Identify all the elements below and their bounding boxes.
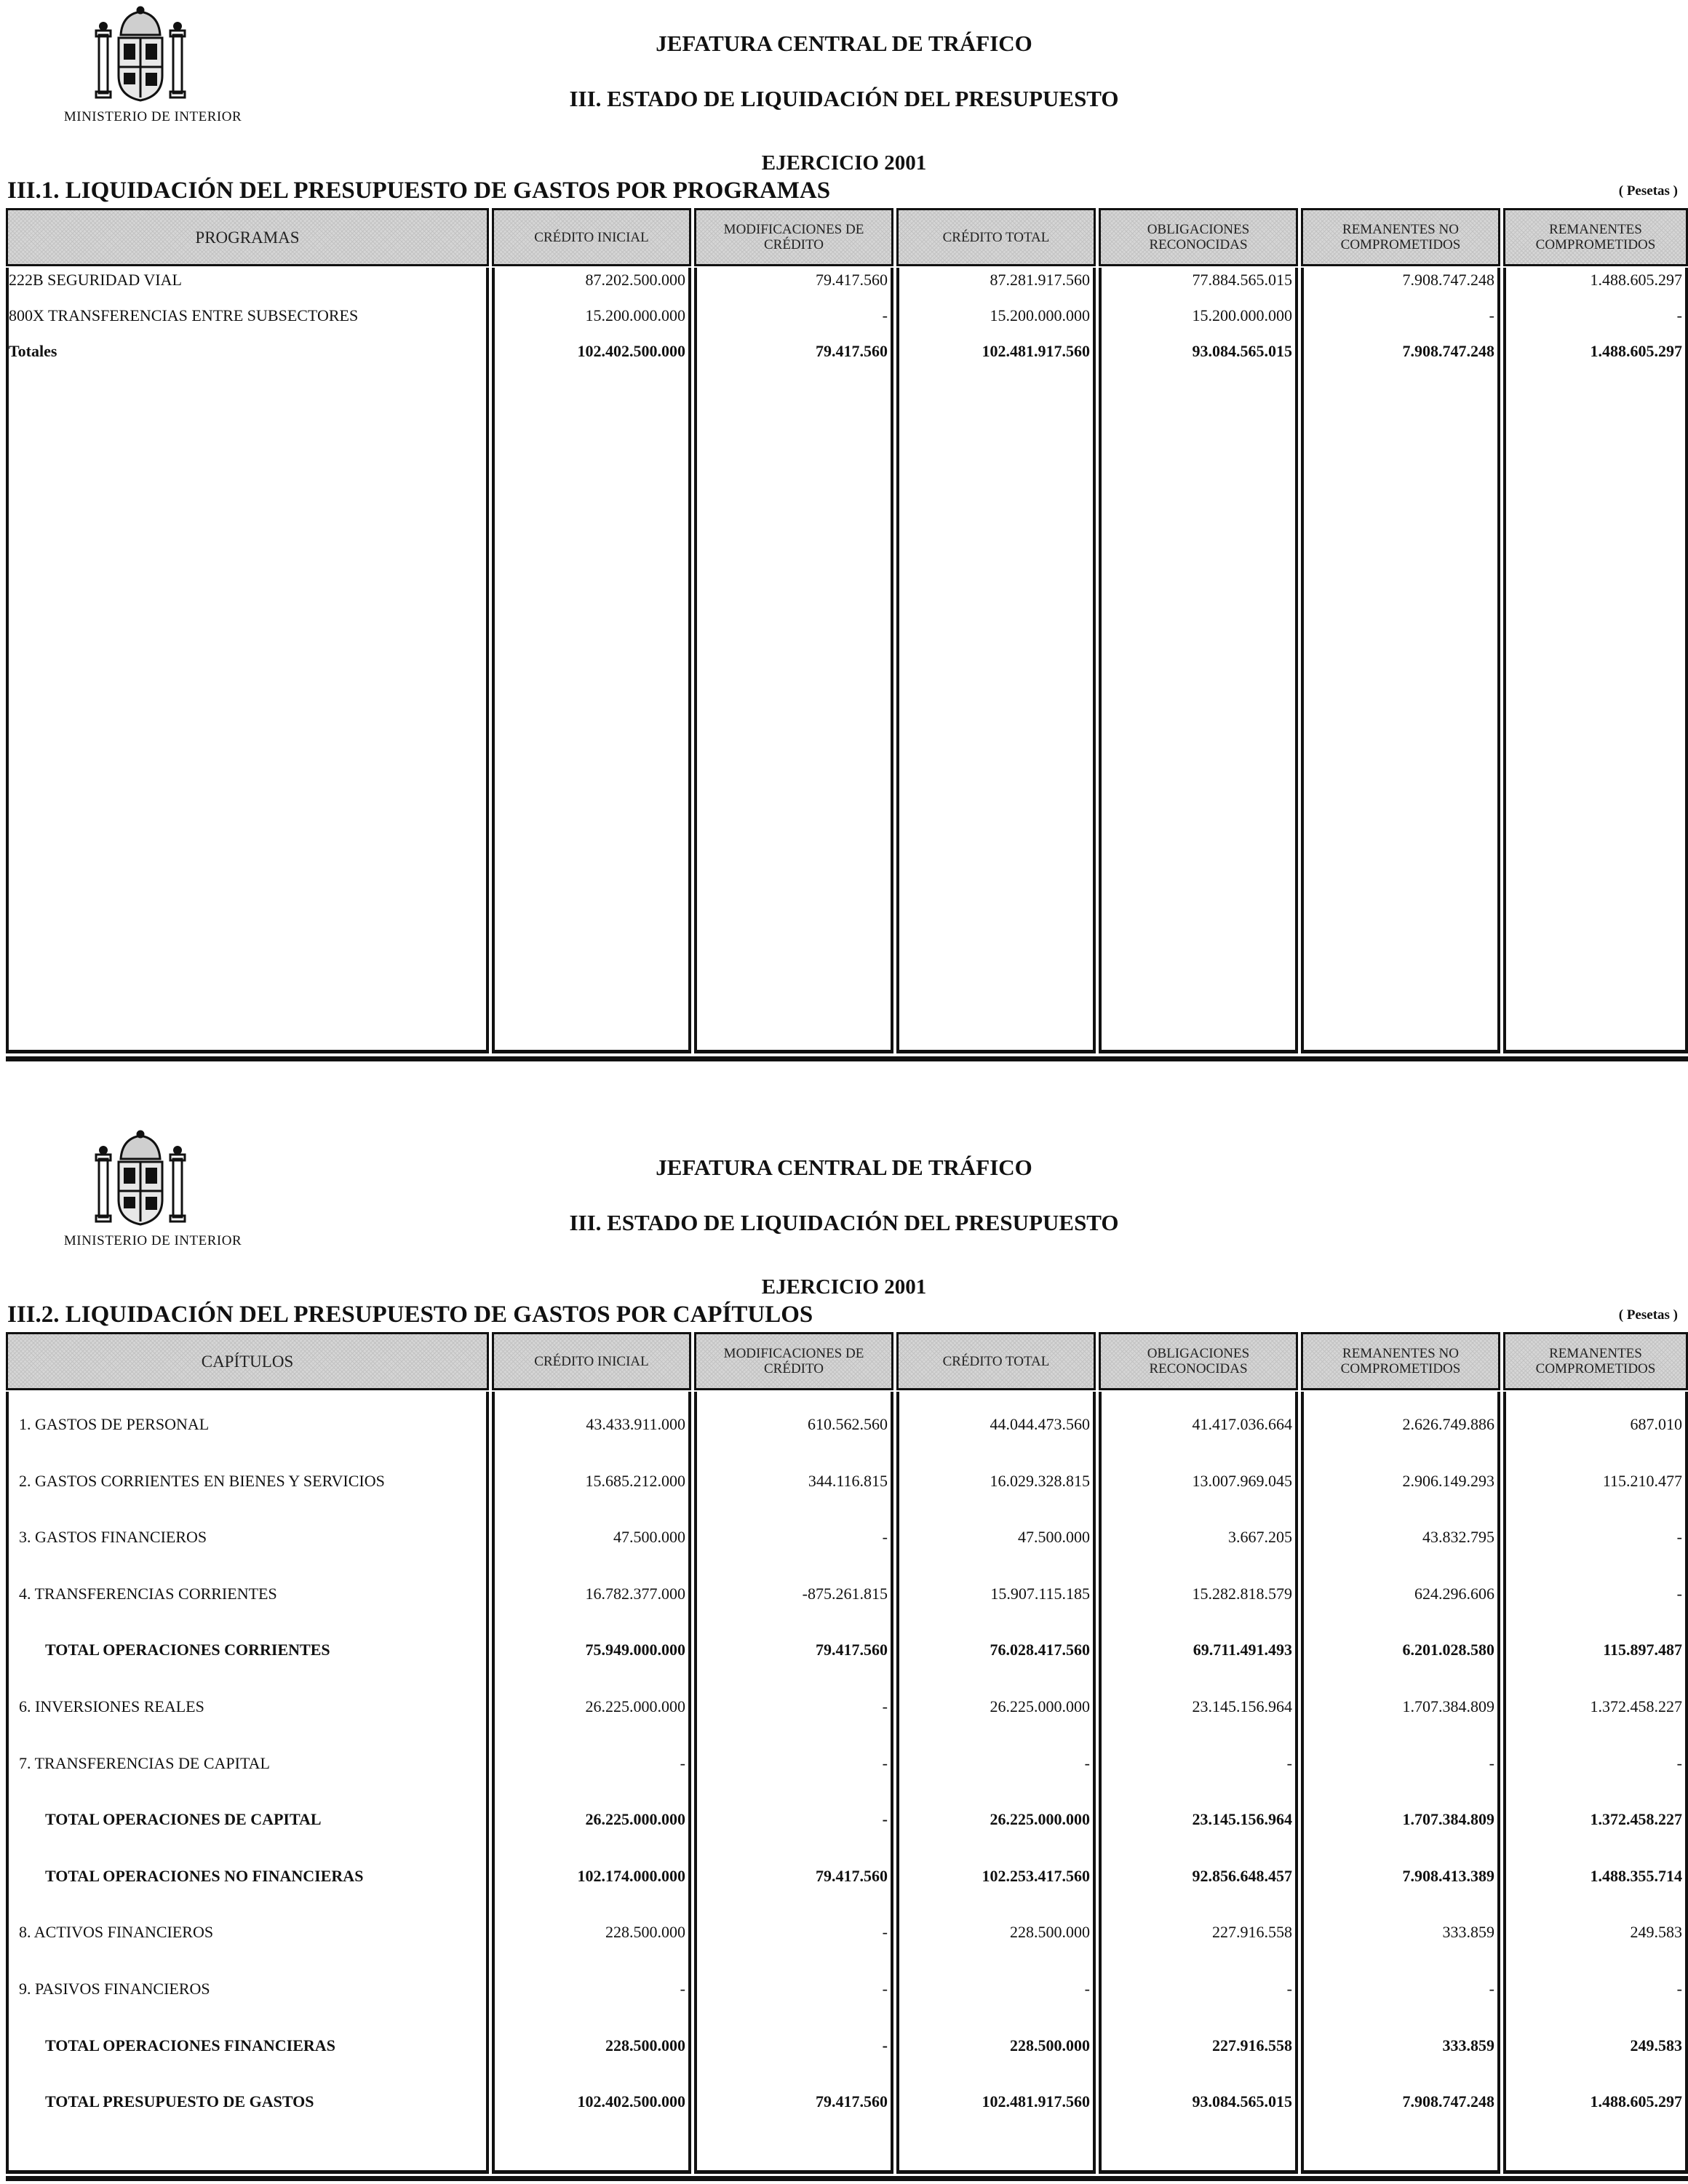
amount-cell: - — [1489, 1980, 1494, 1998]
amount-cell: 102.481.917.560 — [982, 2092, 1090, 2111]
amount-cell: - — [882, 1980, 888, 1998]
column-frame — [694, 268, 893, 1053]
row-label: 2. GASTOS CORRIENTES EN BIENES Y SERVICIOS — [19, 1471, 385, 1490]
report-page-programas — [0, 0, 1688, 1069]
row-label: TOTAL PRESUPUESTO DE GASTOS — [45, 2092, 314, 2111]
amount-cell: 333.859 — [1442, 2036, 1494, 2055]
column-frame — [6, 1392, 489, 2174]
amount-cell: 7.908.747.248 — [1402, 2092, 1494, 2111]
section-title: III.1. LIQUIDACIÓN DEL PRESUPUESTO DE GASTOS POR PROGRAMAS — [7, 178, 831, 204]
amount-cell: 102.481.917.560 — [982, 342, 1090, 360]
amount-cell: 1.372.458.227 — [1590, 1810, 1682, 1829]
section-title: III.2. LIQUIDACIÓN DEL PRESUPUESTO DE GASTOS POR CAPÍTULOS — [7, 1302, 813, 1328]
amount-cell: 15.200.000.000 — [585, 306, 685, 324]
column-frame — [1503, 1392, 1688, 2174]
amount-cell: 79.417.560 — [816, 1641, 888, 1659]
header-3: CRÉDITO TOTAL — [896, 208, 1096, 266]
bottom-rule — [6, 2176, 1688, 2181]
amount-cell: 228.500.000 — [1010, 1923, 1090, 1942]
amount-cell: 41.417.036.664 — [1192, 1415, 1292, 1433]
amount-cell: 93.084.565.015 — [1192, 342, 1292, 360]
header-1: CRÉDITO INICIAL — [492, 208, 691, 266]
amount-cell: - — [1676, 1753, 1682, 1772]
report-title: III. ESTADO DE LIQUIDACIÓN DEL PRESUPUESTO — [569, 1210, 1119, 1235]
amount-cell: 249.583 — [1630, 2036, 1682, 2055]
header-label-column: PROGRAMAS — [6, 208, 489, 266]
column-frame — [1099, 268, 1298, 1053]
amount-cell: 15.200.000.000 — [990, 306, 1090, 324]
row-label: 222B SEGURIDAD VIAL — [9, 271, 182, 289]
amount-cell: 228.500.000 — [1010, 2036, 1090, 2055]
amount-cell: - — [1286, 1753, 1292, 1772]
amount-cell: 47.500.000 — [1018, 1528, 1090, 1547]
amount-cell: - — [882, 306, 888, 324]
amount-cell: 333.859 — [1442, 1923, 1494, 1942]
header-2: MODIFICACIONES DE CRÉDITO — [694, 1332, 893, 1390]
amount-cell: 624.296.606 — [1414, 1584, 1494, 1603]
amount-cell: 15.685.212.000 — [585, 1471, 685, 1490]
amount-cell: 92.856.648.457 — [1192, 1866, 1292, 1885]
amount-cell: - — [1676, 1980, 1682, 1998]
amount-cell: 102.402.500.000 — [577, 2092, 685, 2111]
amount-cell: - — [680, 1753, 685, 1772]
header-5: REMANENTES NO COMPROMETIDOS — [1301, 208, 1500, 266]
amount-cell: - — [882, 1923, 888, 1942]
amount-cell: 69.711.491.493 — [1193, 1641, 1292, 1659]
amount-cell: 7.908.747.248 — [1402, 342, 1494, 360]
fiscal-year: EJERCICIO 2001 — [761, 1275, 927, 1299]
amount-cell: 2.626.749.886 — [1402, 1415, 1494, 1433]
amount-cell: 79.417.560 — [816, 342, 888, 360]
row-label: TOTAL OPERACIONES FINANCIERAS — [45, 2036, 335, 2055]
amount-cell: 102.174.000.000 — [577, 1866, 685, 1885]
row-label: 1. GASTOS DE PERSONAL — [19, 1415, 210, 1433]
column-frame — [6, 268, 489, 1053]
column-frame — [694, 1392, 893, 2174]
amount-cell: 77.884.565.015 — [1192, 271, 1292, 289]
column-frame — [896, 1392, 1096, 2174]
row-label: 8. ACTIVOS FINANCIEROS — [19, 1923, 214, 1942]
amount-cell: - — [882, 1753, 888, 1772]
amount-cell: 13.007.969.045 — [1192, 1471, 1292, 1490]
header-4: OBLIGACIONES RECONOCIDAS — [1099, 208, 1298, 266]
amount-cell: - — [1084, 1753, 1090, 1772]
amount-cell: 23.145.156.964 — [1192, 1697, 1292, 1715]
amount-cell: - — [1676, 1528, 1682, 1547]
amount-cell: - — [882, 1697, 888, 1715]
currency-units: ( Pesetas ) — [1618, 183, 1678, 199]
header-1: CRÉDITO INICIAL — [492, 1332, 691, 1390]
amount-cell: -875.261.815 — [802, 1584, 888, 1603]
fiscal-year: EJERCICIO 2001 — [761, 151, 927, 175]
amount-cell: 87.202.500.000 — [585, 271, 685, 289]
amount-cell: 1.488.605.297 — [1590, 2092, 1682, 2111]
currency-units: ( Pesetas ) — [1618, 1307, 1678, 1323]
amount-cell: 3.667.205 — [1228, 1528, 1292, 1547]
amount-cell: - — [1676, 1584, 1682, 1603]
amount-cell: 47.500.000 — [613, 1528, 685, 1547]
amount-cell: 6.201.028.580 — [1402, 1641, 1494, 1659]
amount-cell: - — [1084, 1980, 1090, 1998]
amount-cell: 1.707.384.809 — [1402, 1810, 1494, 1829]
ministry-name: MINISTERIO DE INTERIOR — [63, 1233, 242, 1248]
amount-cell: 1.707.384.809 — [1402, 1697, 1494, 1715]
header-label-column: CAPÍTULOS — [6, 1332, 489, 1390]
amount-cell: 610.562.560 — [808, 1415, 888, 1433]
header-4: OBLIGACIONES RECONOCIDAS — [1099, 1332, 1298, 1390]
amount-cell: - — [1286, 1980, 1292, 1998]
ministry-name: MINISTERIO DE INTERIOR — [63, 109, 242, 124]
report-title: III. ESTADO DE LIQUIDACIÓN DEL PRESUPUESTO — [569, 86, 1119, 111]
amount-cell: - — [1676, 306, 1682, 324]
amount-cell: 16.782.377.000 — [585, 1584, 685, 1603]
header-3: CRÉDITO TOTAL — [896, 1332, 1096, 1390]
amount-cell: 16.029.328.815 — [990, 1471, 1090, 1490]
header-5: REMANENTES NO COMPROMETIDOS — [1301, 1332, 1500, 1390]
amount-cell: 76.028.417.560 — [990, 1641, 1090, 1659]
amount-cell: 115.897.487 — [1603, 1641, 1682, 1659]
amount-cell: 102.253.417.560 — [982, 1866, 1090, 1885]
amount-cell: 1.488.355.714 — [1590, 1866, 1682, 1885]
amount-cell: 26.225.000.000 — [585, 1697, 685, 1715]
amount-cell: 227.916.558 — [1212, 1923, 1292, 1942]
amount-cell: 1.488.605.297 — [1590, 342, 1682, 360]
amount-cell: - — [680, 1980, 685, 1998]
amount-cell: 79.417.560 — [816, 1866, 888, 1885]
amount-cell: 79.417.560 — [816, 2092, 888, 2111]
row-label: TOTAL OPERACIONES NO FINANCIERAS — [45, 1866, 364, 1885]
amount-cell: - — [882, 2036, 888, 2055]
amount-cell: - — [1489, 1753, 1494, 1772]
row-label: 4. TRANSFERENCIAS CORRIENTES — [19, 1584, 277, 1603]
amount-cell: 79.417.560 — [816, 271, 888, 289]
amount-cell: 102.402.500.000 — [577, 342, 685, 360]
amount-cell: 26.225.000.000 — [585, 1810, 685, 1829]
row-label: 3. GASTOS FINANCIEROS — [19, 1528, 207, 1547]
column-frame — [896, 268, 1096, 1053]
amount-cell: - — [882, 1810, 888, 1829]
amount-cell: 93.084.565.015 — [1192, 2092, 1292, 2111]
amount-cell: 2.906.149.293 — [1402, 1471, 1494, 1490]
amount-cell: 227.916.558 — [1212, 2036, 1292, 2055]
report-page-capitulos — [0, 1124, 1688, 2184]
amount-cell: - — [1489, 306, 1494, 324]
amount-cell: 15.200.000.000 — [1192, 306, 1292, 324]
header-2: MODIFICACIONES DE CRÉDITO — [694, 208, 893, 266]
header-6: REMANENTES COMPROMETIDOS — [1503, 1332, 1688, 1390]
amount-cell: 15.282.818.579 — [1192, 1584, 1292, 1603]
amount-cell: 75.949.000.000 — [585, 1641, 685, 1659]
row-label: 9. PASIVOS FINANCIEROS — [19, 1980, 210, 1998]
header-6: REMANENTES COMPROMETIDOS — [1503, 208, 1688, 266]
amount-cell: 26.225.000.000 — [990, 1810, 1090, 1829]
bottom-rule — [6, 1056, 1688, 1061]
amount-cell: 44.044.473.560 — [990, 1415, 1090, 1433]
amount-cell: 43.433.911.000 — [586, 1415, 685, 1433]
amount-cell: 1.372.458.227 — [1590, 1697, 1682, 1715]
amount-cell: 687.010 — [1630, 1415, 1682, 1433]
amount-cell: 23.145.156.964 — [1192, 1810, 1292, 1829]
row-label: TOTAL OPERACIONES DE CAPITAL — [45, 1810, 322, 1829]
row-label: 7. TRANSFERENCIAS DE CAPITAL — [19, 1753, 270, 1772]
amount-cell: 228.500.000 — [605, 1923, 685, 1942]
amount-cell: 26.225.000.000 — [990, 1697, 1090, 1715]
amount-cell: 249.583 — [1630, 1923, 1682, 1942]
amount-cell: - — [882, 1528, 888, 1547]
column-frame — [1301, 268, 1500, 1053]
org-title: JEFATURA CENTRAL DE TRÁFICO — [656, 31, 1032, 56]
column-frame — [1301, 1392, 1500, 2174]
column-frame — [1099, 1392, 1298, 2174]
amount-cell: 1.488.605.297 — [1590, 271, 1682, 289]
amount-cell: 344.116.815 — [808, 1471, 888, 1490]
column-frame — [492, 1392, 691, 2174]
amount-cell: 87.281.917.560 — [990, 271, 1090, 289]
amount-cell: 15.907.115.185 — [990, 1584, 1090, 1603]
org-title: JEFATURA CENTRAL DE TRÁFICO — [656, 1155, 1032, 1180]
amount-cell: 7.908.413.389 — [1402, 1866, 1494, 1885]
column-frame — [492, 268, 691, 1053]
amount-cell: 7.908.747.248 — [1402, 271, 1494, 289]
row-label: 800X TRANSFERENCIAS ENTRE SUBSECTORES — [9, 306, 359, 324]
row-label: Totales — [9, 342, 57, 360]
amount-cell: 228.500.000 — [605, 2036, 685, 2055]
row-label: 6. INVERSIONES REALES — [19, 1697, 204, 1715]
row-label: TOTAL OPERACIONES CORRIENTES — [45, 1641, 330, 1659]
amount-cell: 115.210.477 — [1602, 1471, 1682, 1490]
amount-cell: 43.832.795 — [1422, 1528, 1494, 1547]
column-frame — [1503, 268, 1688, 1053]
